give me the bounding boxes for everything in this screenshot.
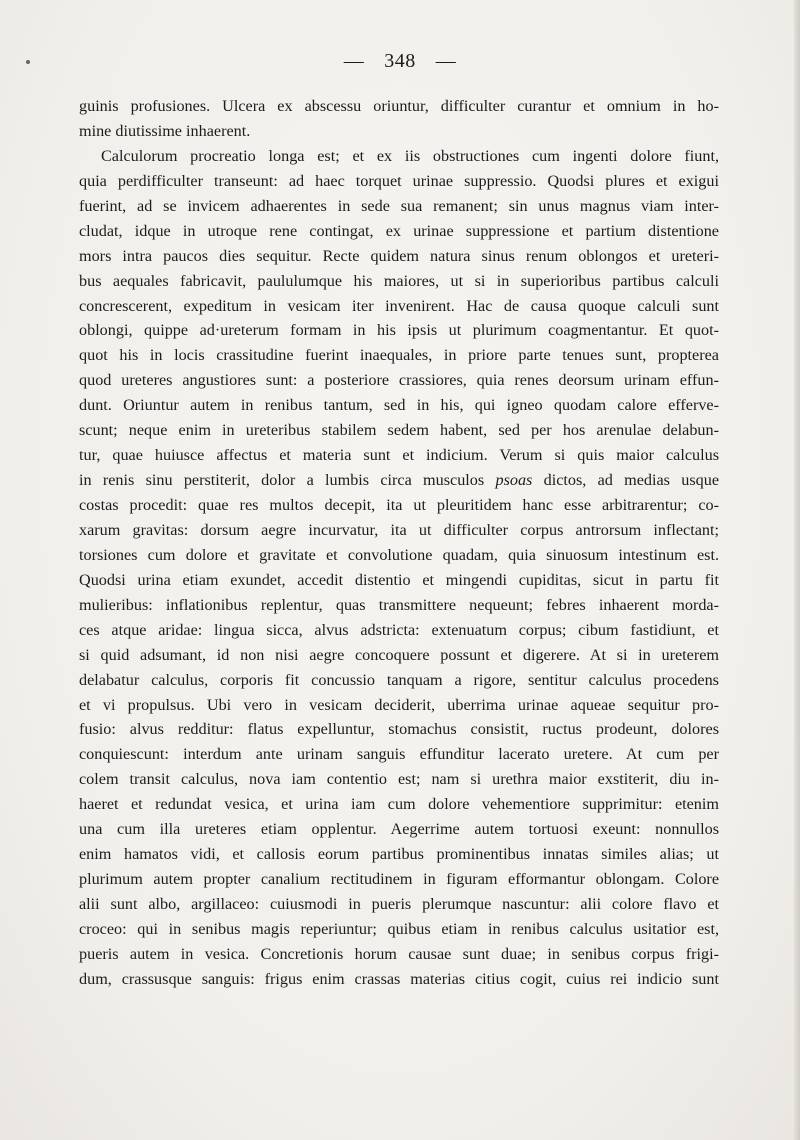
text-line: quot his in locis crassitudine fuerint inaequales, in priore parte tenues sunt, propterea xyxy=(79,346,719,365)
text-line: fusio: alvus redditur: flatus expelluntur, stomachus consistit, ructus prodeunt, dolores xyxy=(79,720,719,739)
page-number: 348 xyxy=(384,50,416,72)
text-line: cludat, idque in utroque rene contingat, ex urinae suppressione et partium distentione xyxy=(79,221,719,240)
text-line: croceo: qui in senibus magis reperiuntur; quibus etiam in renibus calculus usitatior est, xyxy=(79,919,719,938)
text-line: ces atque aridae: lingua sicca, alvus adstricta: extenuatum corpus; cibum fastidiunt, et xyxy=(79,620,719,639)
page-edge-shadow xyxy=(794,0,800,1140)
text-line: bus aequales fabricavit, paululumque his maiores, ut si in superioribus partibus calculi xyxy=(79,271,719,290)
text-line: scunt; neque enim in ureteribus stabilem sedem habent, sed per hos arenulae delabun- xyxy=(79,421,719,440)
text-line: oblongi, quippe ad·ureterum formam in his ipsis ut plurimum coagmentantur. Et quot- xyxy=(79,321,719,340)
text-line: quod ureteres angustiores sunt: a posteriore crassiores, quia renes deorsum urinam effun- xyxy=(79,371,719,390)
text-line: conquiescunt: interdum ante urinam sanguis effunditur lacerato uretere. At cum per xyxy=(79,745,719,764)
text-line: delabatur calculus, corporis fit concussio tanquam a rigore, sentitur calculus procedens xyxy=(79,670,719,689)
text-line: dunt. Oriuntur autem in renibus tantum, sed in his, qui igneo quodam calore efferve- xyxy=(79,396,719,415)
dash-right: — xyxy=(435,50,457,72)
text-line: in renis sinu perstiterit, dolor a lumbis circa musculos psoas dictos, ad medias usque xyxy=(79,471,719,490)
text-line: guinis profusiones. Ulcera ex abscessu oriuntur, difficulter curantur et omnium in ho- xyxy=(79,97,719,115)
text-line: alii sunt albo, argillaceo: cuiusmodi in pueris plerumque nascuntur: alii colore flavo et xyxy=(79,895,719,913)
text-line: mors intra paucos dies sequitur. Recte quidem natura sinus renum oblongos et ureteri- xyxy=(79,246,719,265)
text-line: fuerint, ad se invicem adhaerentes in sede sua remanent; sin unus magnus viam inter- xyxy=(79,196,719,215)
page-number-header xyxy=(0,50,800,73)
text-line: enim hamatos vidi, et callosis eorum partibus prominentibus innatas similes alias; ut xyxy=(79,845,719,864)
text-line: una cum illa ureteres etiam opplentur. Aegerrime autem tortuosi exeunt: nonnullos xyxy=(79,820,719,839)
text-line: pueris autem in vesica. Concretionis horum causae sunt duae; in senibus corpus frigi- xyxy=(79,944,719,963)
text-line: torsiones cum dolore et gravitate et convolutione quadam, quia sinuosum intestinum est. xyxy=(79,545,719,564)
text-line: plurimum autem propter canalium rectitudinem in figuram efformantur oblongam. Colore xyxy=(79,870,719,889)
text-line: haeret et redundat vesica, et urina iam cum dolore vehementiore supprimitur: etenim xyxy=(79,795,719,814)
text-line: Quodsi urina etiam exundet, accedit distentio et mingendi cupiditas, sicut in partu fit xyxy=(79,570,719,589)
text-line: mulieribus: inflationibus replentur, quas transmittere nequeunt; febres inhaerent morda- xyxy=(79,595,719,614)
body-text xyxy=(79,94,719,992)
text-line: xarum gravitas: dorsum aegre incurvatur, ita ut difficulter corpus antrorsum inflectant; xyxy=(79,520,719,539)
text-line: Calculorum procreatio longa est; et ex iis obstructiones cum ingenti dolore fiunt, xyxy=(101,146,719,165)
text-line: colem transit calculus, nova iam contentio est; nam si urethra maior exstiterit, diu in- xyxy=(79,770,719,789)
text-line: mine diutissime inhaerent. xyxy=(79,121,251,140)
dash-left: — xyxy=(343,50,365,72)
text-line: et vi propulsus. Ubi vero in vesicam deciderit, uberrima urinae aqueae sequitur pro- xyxy=(79,695,719,714)
text-line: dum, crassusque sanguis: frigus enim crassas materias citius cogit, cuius rei indicio sunt xyxy=(79,969,719,988)
text-line: concrescerent, expeditum in vesicam iter invenirent. Hac de causa quoque calculi sunt xyxy=(79,296,719,315)
text-line: tur, quae huiusce affectus et materia sunt et indicium. Verum si quis maior calculus xyxy=(79,446,719,465)
italic-term: psoas xyxy=(495,471,533,490)
text-line: quia perdifficulter transeunt: ad haec torquet urinae suppressio. Quodsi plures et exigui xyxy=(79,171,719,190)
text-line: si quid adsumant, id non nisi aegre concoquere possunt et digerere. At si in ureterem xyxy=(79,645,719,664)
text-line: costas procedit: quae res multos decepit, ita ut pleuritidem hanc esse arbitrarentur; co- xyxy=(79,496,719,514)
